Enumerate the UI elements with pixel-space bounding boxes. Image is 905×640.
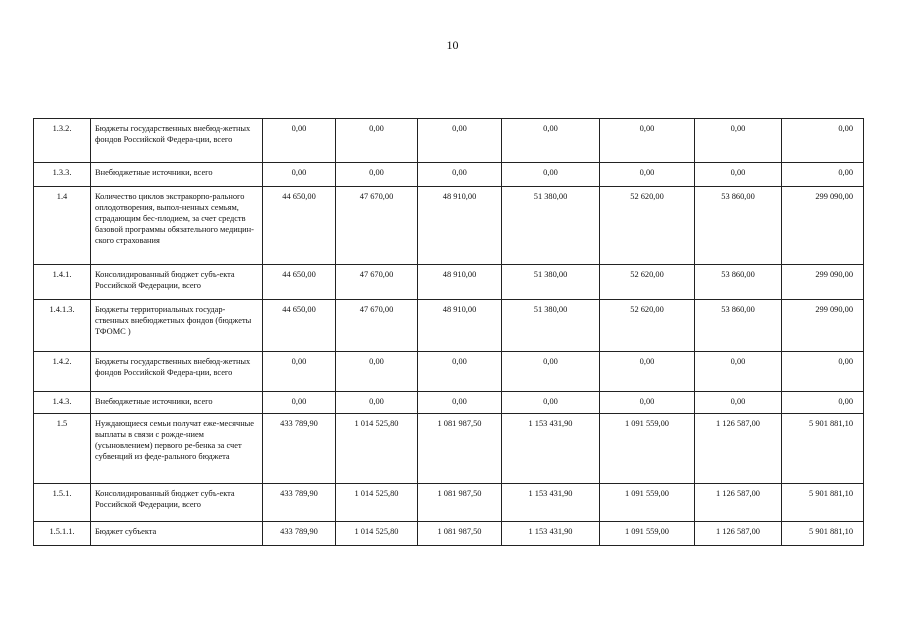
value-cell: 53 860,00 [695,300,782,352]
value-cell: 53 860,00 [695,265,782,300]
row-description: Бюджет субъекта [91,522,263,546]
row-code: 1.3.2. [34,119,91,163]
value-cell: 0,00 [263,392,336,414]
value-cell: 0,00 [695,352,782,392]
value-cell: 1 153 431,90 [502,522,600,546]
table-row [34,265,864,300]
value-cell: 0,00 [336,163,418,187]
value-cell: 0,00 [600,392,695,414]
total-cell: 299 090,00 [782,265,864,300]
row-description: Бюджеты государственных внебюд-жетных фондов Российской Федера-ции, всего [91,119,263,163]
total-cell: 0,00 [782,163,864,187]
value-cell: 1 091 559,00 [600,484,695,522]
value-cell: 44 650,00 [263,265,336,300]
total-cell: 299 090,00 [782,187,864,265]
value-cell: 1 081 987,50 [418,484,502,522]
row-description: Бюджеты территориальных государ-ственных внебюджетных фондов (бюджеты ТФОМС ) [91,300,263,352]
value-cell: 1 126 587,00 [695,414,782,484]
value-cell: 0,00 [418,392,502,414]
row-code: 1.5 [34,414,91,484]
value-cell: 0,00 [418,163,502,187]
row-description: Количество циклов экстракорпо-рального оплодотворения, выпол-ненных семьям, страдающим бес-плодием, за счет средств базовой программы обязательного медицин-ского страхования [91,187,263,265]
value-cell: 0,00 [336,352,418,392]
total-cell: 0,00 [782,352,864,392]
value-cell: 0,00 [502,119,600,163]
table-row [34,484,864,522]
value-cell: 1 126 587,00 [695,522,782,546]
value-cell: 0,00 [418,119,502,163]
value-cell: 52 620,00 [600,265,695,300]
row-description: Консолидированный бюджет субъ-екта Российской Федерации, всего [91,484,263,522]
value-cell: 0,00 [695,392,782,414]
value-cell: 1 153 431,90 [502,414,600,484]
row-code: 1.3.3. [34,163,91,187]
value-cell: 1 091 559,00 [600,522,695,546]
value-cell: 0,00 [336,392,418,414]
row-code: 1.4.2. [34,352,91,392]
table-row [34,300,864,352]
value-cell: 52 620,00 [600,187,695,265]
budget-table [33,118,864,546]
row-code: 1.5.1.1. [34,522,91,546]
total-cell: 5 901 881,10 [782,414,864,484]
value-cell: 51 380,00 [502,187,600,265]
value-cell: 44 650,00 [263,187,336,265]
value-cell: 0,00 [600,119,695,163]
value-cell: 51 380,00 [502,265,600,300]
row-description: Внебюджетные источники, всего [91,392,263,414]
table-row [34,163,864,187]
value-cell: 0,00 [600,352,695,392]
value-cell: 1 126 587,00 [695,484,782,522]
value-cell: 433 789,90 [263,414,336,484]
value-cell: 48 910,00 [418,300,502,352]
value-cell: 1 091 559,00 [600,414,695,484]
value-cell: 47 670,00 [336,265,418,300]
value-cell: 0,00 [336,119,418,163]
value-cell: 0,00 [502,352,600,392]
value-cell: 47 670,00 [336,187,418,265]
total-cell: 5 901 881,10 [782,484,864,522]
table-row [34,119,864,163]
value-cell: 53 860,00 [695,187,782,265]
row-code: 1.4 [34,187,91,265]
table-row [34,392,864,414]
total-cell: 5 901 881,10 [782,522,864,546]
value-cell: 0,00 [502,163,600,187]
page-number: 10 [446,38,459,52]
value-cell: 0,00 [600,163,695,187]
value-cell: 51 380,00 [502,300,600,352]
table-row [34,414,864,484]
value-cell: 0,00 [695,163,782,187]
row-code: 1.4.1. [34,265,91,300]
row-code: 1.4.3. [34,392,91,414]
total-cell: 0,00 [782,119,864,163]
total-cell: 299 090,00 [782,300,864,352]
value-cell: 1 153 431,90 [502,484,600,522]
value-cell: 433 789,90 [263,522,336,546]
value-cell: 48 910,00 [418,187,502,265]
value-cell: 0,00 [263,119,336,163]
value-cell: 0,00 [418,352,502,392]
value-cell: 1 014 525,80 [336,484,418,522]
value-cell: 1 081 987,50 [418,414,502,484]
total-cell: 0,00 [782,392,864,414]
value-cell: 44 650,00 [263,300,336,352]
value-cell: 433 789,90 [263,484,336,522]
value-cell: 48 910,00 [418,265,502,300]
row-code: 1.4.1.3. [34,300,91,352]
value-cell: 0,00 [263,352,336,392]
table-row [34,522,864,546]
table-row [34,352,864,392]
value-cell: 1 014 525,80 [336,414,418,484]
row-description: Консолидированный бюджет субъ-екта Российской Федерации, всего [91,265,263,300]
row-description: Нуждающиеся семьи получат еже-месячные выплаты в связи с рожде-нием (усыновлением) первого ре-бенка за счет субвенций из феде-рального бюджета [91,414,263,484]
row-code: 1.5.1. [34,484,91,522]
row-description: Бюджеты государственных внебюд-жетных фондов Российской Федера-ции, всего [91,352,263,392]
value-cell: 0,00 [695,119,782,163]
value-cell: 1 014 525,80 [336,522,418,546]
row-description: Внебюджетные источники, всего [91,163,263,187]
value-cell: 1 081 987,50 [418,522,502,546]
value-cell: 0,00 [502,392,600,414]
table-row [34,187,864,265]
value-cell: 52 620,00 [600,300,695,352]
value-cell: 47 670,00 [336,300,418,352]
value-cell: 0,00 [263,163,336,187]
